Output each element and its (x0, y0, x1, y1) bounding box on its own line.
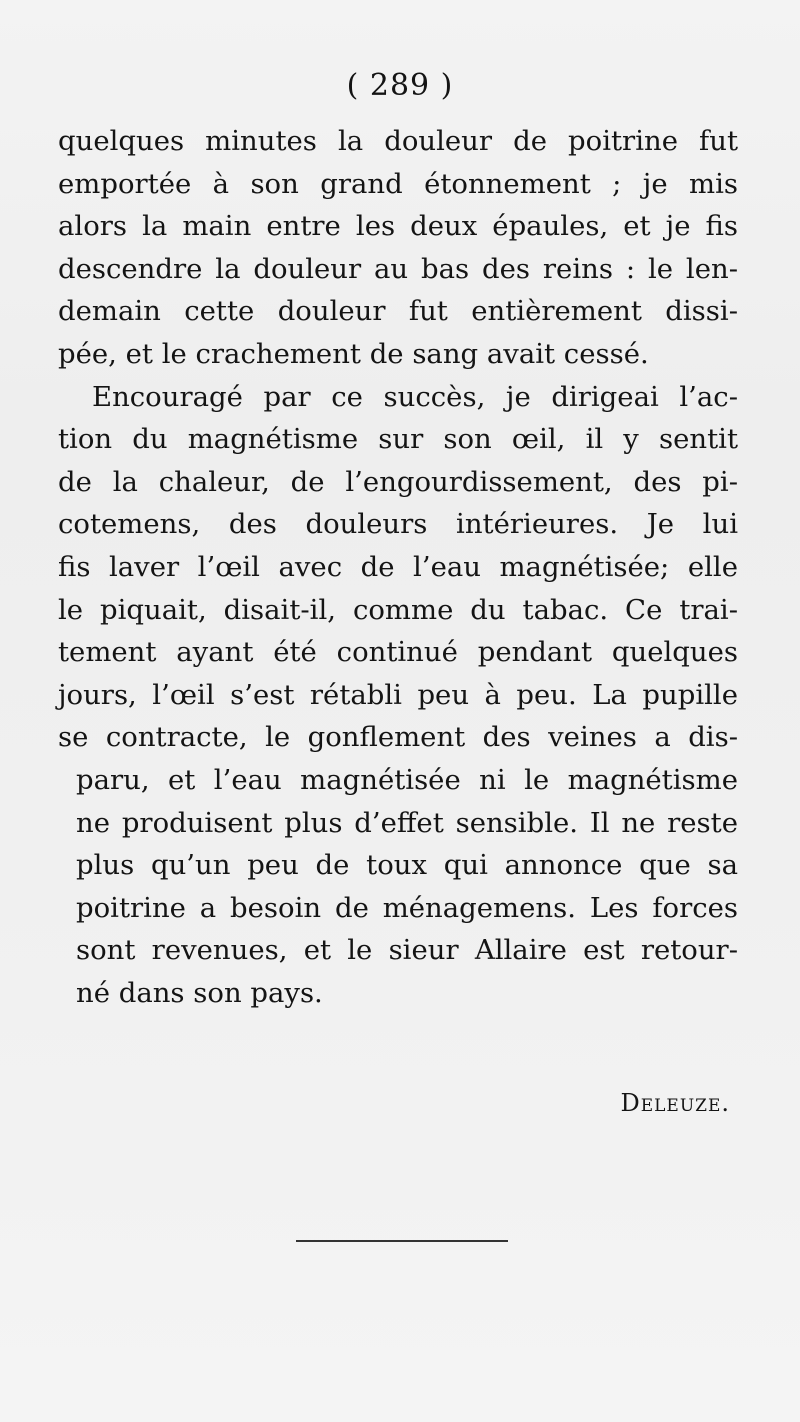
text-line: pée, et le crachement de sang avait cessé. (58, 337, 649, 370)
text-line: fis laver l’œil avec de l’eau magnétisée; elle (58, 550, 738, 583)
text-line: poitrine a besoin de ménagemens. Les forces (76, 891, 738, 924)
text-line: cotemens, des douleurs intérieures. Je lui (58, 508, 738, 541)
text-line: tement ayant été continué pendant quelques (58, 636, 738, 669)
text-line: Encouragé par ce succès, je dirigeai l’ac- (92, 380, 738, 413)
text-line: né dans son pays. (76, 976, 323, 1009)
paragraph-1 (58, 120, 738, 376)
page-number: ( 289 ) (346, 68, 454, 103)
text-line: paru, et l’eau magnétisée ni le magnétisme (76, 763, 738, 796)
text-line: emportée à son grand étonnement ; je mis (58, 167, 738, 200)
text-line: le piquait, disait-il, comme du tabac. Ce trai- (58, 593, 738, 626)
text-line: plus qu’un peu de toux qui annonce que sa (76, 849, 738, 882)
paragraph-2 (58, 376, 738, 1015)
text-line: se contracte, le gonflement des veines a dis- (58, 721, 738, 754)
text-line: de la chaleur, de l’engourdissement, des pi- (58, 465, 738, 498)
text-line: jours, l’œil s’est rétabli peu à peu. La pupille (58, 678, 738, 711)
author-signature: Deleuze. (620, 1089, 730, 1117)
text-line: tion du magnétisme sur son œil, il y sentit (58, 423, 738, 456)
text-line: quelques minutes la douleur de poitrine fut (58, 125, 738, 157)
text-line: alors la main entre les deux épaules, et je fis (58, 210, 738, 243)
body-text (58, 120, 738, 1014)
text-line: ne produisent plus d’effet sensible. Il ne reste (76, 806, 738, 839)
text-line: descendre la douleur au bas des reins : le len- (58, 252, 738, 285)
text-line: demain cette douleur fut entièrement dissi- (58, 295, 738, 328)
end-rule-divider (296, 1240, 508, 1242)
text-line: sont revenues, et le sieur Allaire est retour- (76, 934, 738, 967)
